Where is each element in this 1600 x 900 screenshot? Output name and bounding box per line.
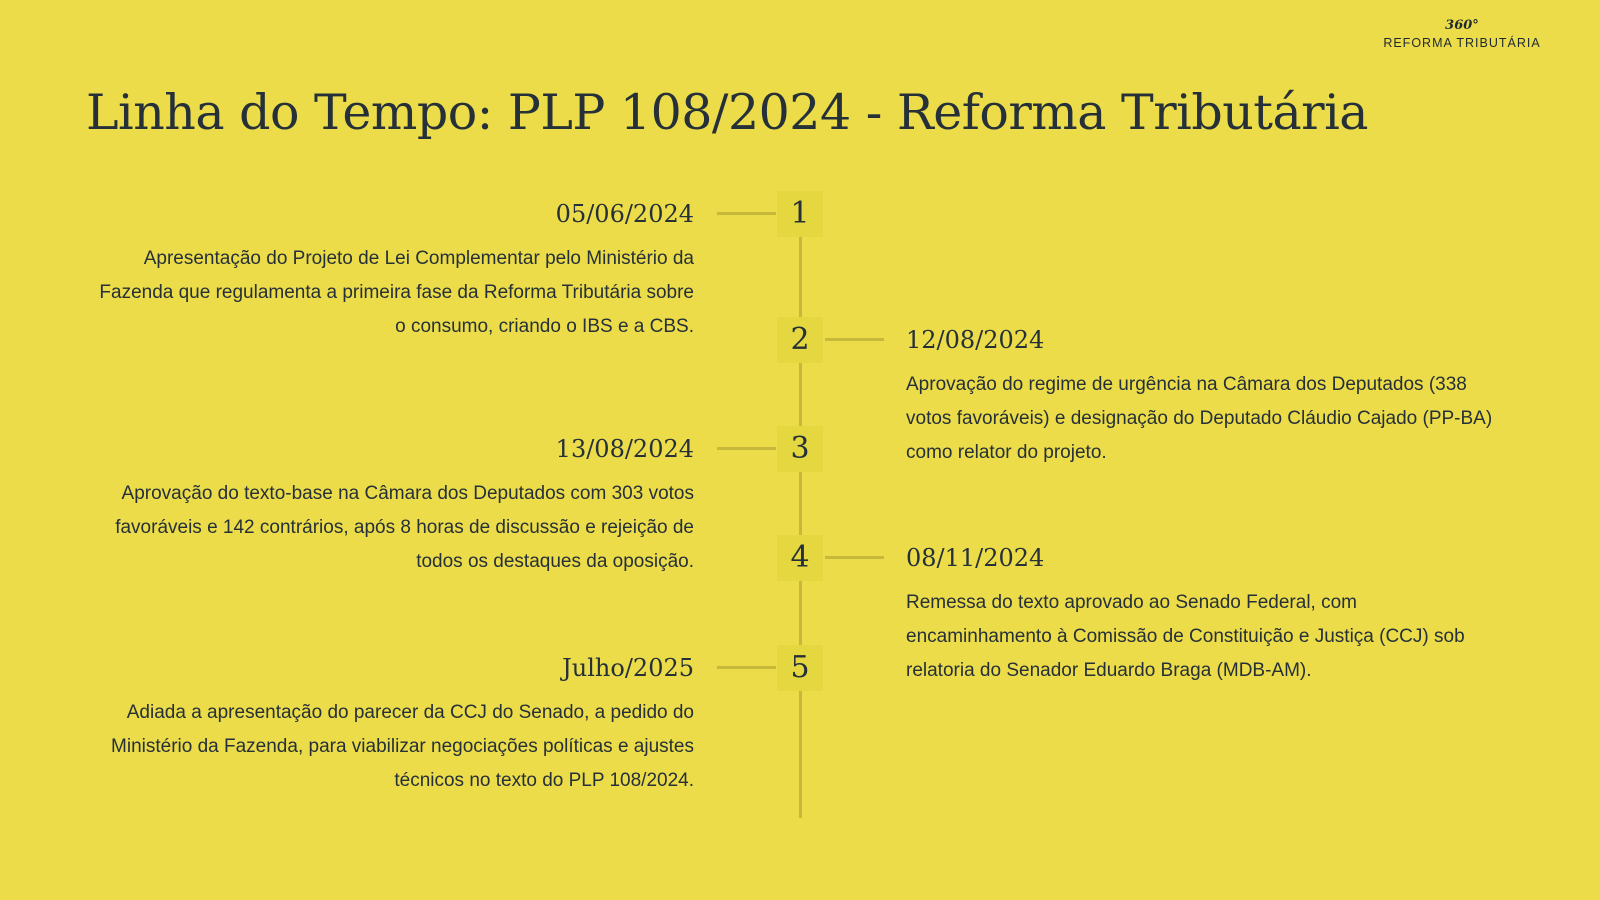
event-description: Aprovação do texto-base na Câmara dos Deputados com 303 votos favoráveis e 142 contrários, após 8 horas de discussão e rejeição de todos os destaques da oposição. xyxy=(115,483,694,572)
event-description: Apresentação do Projeto de Lei Complementar pelo Ministério da Fazenda que regulamenta a primeira fase da Reforma Tributária sobre o consumo, criando o IBS e a CBS. xyxy=(99,248,694,337)
page-title: Linha do Tempo: PLP 108/2024 - Reforma Tributária xyxy=(86,84,1368,141)
connector-3 xyxy=(717,447,776,450)
event-date: 08/11/2024 xyxy=(906,544,1045,572)
timeline-event-4 xyxy=(906,542,1506,688)
timeline-event-5 xyxy=(94,652,694,798)
event-number-2: 2 xyxy=(777,317,823,363)
event-description: Remessa do texto aprovado ao Senado Federal, com encaminhamento à Comissão de Constituição e Justiça (CCJ) sob relatoria do Senador Eduardo Braga (MDB-AM). xyxy=(906,592,1465,681)
event-number-4: 4 xyxy=(777,535,823,581)
logo-mark: 360° xyxy=(1445,18,1479,33)
brand-logo xyxy=(1372,18,1552,50)
event-number-1: 1 xyxy=(777,191,823,237)
logo-text: REFORMA TRIBUTÁRIA xyxy=(1383,36,1541,50)
event-date: 12/08/2024 xyxy=(906,326,1045,354)
connector-2 xyxy=(825,338,884,341)
timeline-event-3 xyxy=(94,433,694,579)
event-description: Aprovação do regime de urgência na Câmara dos Deputados (338 votos favoráveis) e designação do Deputado Cláudio Cajado (PP-BA) como relator do projeto. xyxy=(906,374,1493,463)
event-number-3: 3 xyxy=(777,426,823,472)
event-date: Julho/2025 xyxy=(562,654,694,682)
event-date: 05/06/2024 xyxy=(555,200,694,228)
connector-4 xyxy=(825,556,884,559)
connector-1 xyxy=(717,212,776,215)
timeline-event-2 xyxy=(906,324,1506,470)
timeline-event-1 xyxy=(94,198,694,344)
connector-5 xyxy=(717,666,776,669)
event-number-5: 5 xyxy=(777,645,823,691)
event-description: Adiada a apresentação do parecer da CCJ do Senado, a pedido do Ministério da Fazenda, para viabilizar negociações políticas e ajustes técnicos no texto do PLP 108/2024. xyxy=(111,702,694,791)
event-date: 13/08/2024 xyxy=(555,435,694,463)
